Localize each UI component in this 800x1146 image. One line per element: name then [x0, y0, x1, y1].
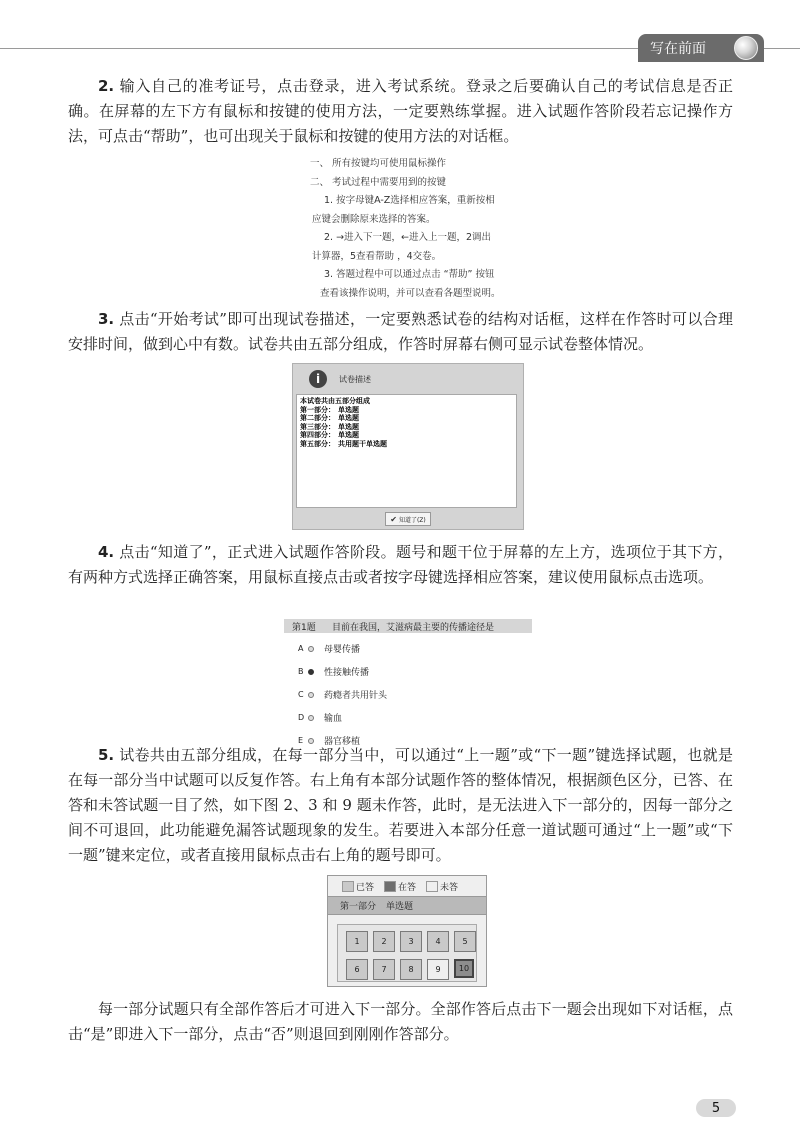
part-type: 单选题 [338, 414, 359, 422]
step-2-paragraph [68, 74, 733, 149]
step-5-paragraph [68, 743, 733, 868]
radio-button[interactable] [308, 715, 314, 721]
radio-button[interactable] [308, 646, 314, 652]
step-number: 5. [98, 746, 115, 764]
part-row [300, 414, 513, 423]
step-text: 试卷共由五部分组成，在每一部分当中，可以通过“上一题”或“下一题”键选择试题，也就是在每一部分当中试题可以反复作答。右上角有本部分试题作答的整体情况，根据颜色区分，已答、在答和未答试题一目了然，如下图 2、3 和 9 题未作答，此时，是无法进入下一部分的，因每一部分之间不可退回，此功能避免漏答试题现象的发生。若要进入本部分任意一道试题可通过“上一题”或“下一题”键来定位，或者直接用鼠标点击右上角的题号即可。 [68, 746, 733, 864]
section-tab-label: 写在前面 [650, 41, 706, 57]
legend-label: 在答 [398, 882, 417, 893]
instruction-line: 2. →进入下一题，←进入上一题，2调出 [324, 232, 492, 243]
section-name: 第一部分 [340, 902, 377, 912]
question-stem: 目前在我国，艾滋病最主要的传播途径是 [332, 622, 495, 633]
option-text: 母婴传播 [324, 645, 361, 655]
part-name: 第二部分： [300, 414, 335, 422]
option-c[interactable] [284, 683, 532, 706]
option-letter: E [298, 736, 304, 745]
status-legend [328, 876, 486, 896]
part-row [300, 440, 513, 449]
current-swatch [384, 881, 396, 892]
part-name: 第一部分： [300, 405, 335, 414]
globe-icon [734, 36, 758, 60]
option-letter: A [298, 644, 304, 653]
question-cell[interactable]: 6 [346, 959, 368, 980]
option-a[interactable] [284, 637, 532, 660]
dialog-content [296, 394, 517, 508]
question-cell[interactable]: 7 [373, 959, 395, 980]
step-4-paragraph [68, 540, 733, 590]
step-number: 2. [98, 77, 115, 95]
part-row [300, 406, 513, 415]
legend-label: 已答 [356, 882, 375, 893]
question-cell[interactable]: 8 [400, 959, 422, 980]
question-panel [284, 619, 532, 752]
exam-description-dialog [292, 363, 524, 530]
instruction-line: 1. 按字母键A-Z选择相应答案，重新按相 [324, 195, 495, 206]
question-cell[interactable]: 5 [454, 931, 476, 952]
info-icon: i [309, 370, 327, 388]
dialog-title-bar [309, 370, 371, 388]
legend-answered [342, 880, 374, 893]
option-text: 输血 [324, 714, 343, 724]
option-letter: D [298, 713, 305, 722]
step-text: 输入自己的准考证号，点击登录，进入考试系统。登录之后要确认自己的考试信息是否正确。在屏幕的左下方有鼠标和按键的使用方法，一定要熟练掌握。进入试题作答阶段若忘记操作方法，可点击“帮助”，也可出现关于鼠标和按键的使用方法的对话框。 [68, 77, 733, 145]
question-cell[interactable]: 2 [373, 931, 395, 952]
part-row [300, 431, 513, 440]
question-cell-unanswered[interactable]: 9 [427, 959, 449, 980]
option-b[interactable] [284, 660, 532, 683]
section-type: 单选题 [386, 902, 414, 912]
instruction-line: 二、 考试过程中需要用到的按键 [310, 176, 447, 188]
checkmark-icon: ✔ [390, 514, 397, 524]
question-cell-current[interactable]: 10 [454, 959, 474, 978]
instruction-line: 查看该操作说明，并可以查看各题型说明。 [320, 287, 501, 299]
answer-progress-panel [327, 875, 487, 987]
radio-button[interactable] [308, 692, 314, 698]
got-it-button[interactable] [385, 512, 431, 526]
unanswered-swatch [426, 881, 438, 892]
part-row [300, 423, 513, 432]
part-type: 共用题干单选题 [338, 439, 387, 448]
part-type: 单选题 [338, 405, 359, 414]
part-name: 第五部分： [300, 439, 335, 448]
part-type: 单选题 [338, 431, 359, 439]
step-text: 点击“知道了”，正式进入试题作答阶段。题号和题干位于屏幕的左上方，选项位于其下方，有两种方式选择正确答案，用鼠标直接点击或者按字母键选择相应答案，建议使用鼠标点击选项。 [68, 543, 733, 586]
instruction-line: 3. 答题过程中可以通过点击 “帮助” 按钮 [324, 269, 495, 280]
got-it-label: 知道了(Z) [398, 516, 426, 524]
step-number: 3. [98, 310, 115, 328]
legend-current [384, 880, 416, 893]
section-bar [328, 896, 486, 915]
option-text: 药瘾者共用针头 [324, 691, 388, 701]
step-3-paragraph [68, 307, 733, 357]
part-name: 第四部分： [300, 431, 335, 439]
dialog-summary: 本试卷共由五部分组成 [300, 397, 370, 405]
key-instructions [300, 155, 520, 303]
legend-unanswered [426, 880, 458, 893]
legend-label: 未答 [440, 882, 459, 893]
step-number: 4. [98, 543, 115, 561]
final-paragraph: 每一部分试题只有全部作答后才可进入下一部分。全部作答后点击下一题会出现如下对话框，点击“是”即进入下一部分，点击“否”则退回到刚刚作答部分。 [68, 1000, 733, 1043]
answered-swatch [342, 881, 354, 892]
question-header [284, 619, 532, 633]
page-number: 5 [696, 1099, 736, 1117]
question-number: 第1题 [292, 622, 316, 633]
step-text: 点击“开始考试”即可出现试卷描述，一定要熟悉试卷的结构对话框，这样在作答时可以合理安排时间，做到心中有数。试卷共由五部分组成，作答时屏幕右侧可显示试卷整体情况。 [68, 310, 733, 353]
option-text: 性接触传播 [324, 668, 370, 678]
dialog-title: 试卷描述 [339, 374, 371, 384]
instruction-line: 一、 所有按键均可使用鼠标操作 [310, 158, 447, 169]
question-cell[interactable]: 1 [346, 931, 368, 952]
part-name: 第三部分： [300, 422, 335, 431]
option-letter: B [298, 667, 304, 676]
instruction-line: 应键会删除原来选择的答案。 [312, 213, 436, 225]
question-grid [337, 924, 477, 982]
radio-button-selected[interactable] [308, 669, 314, 675]
option-text: 器官移植 [324, 737, 361, 747]
section-tab [638, 34, 764, 62]
option-letter: C [298, 690, 304, 699]
question-cell[interactable]: 3 [400, 931, 422, 952]
instruction-line: 计算器，5查看帮助 ，4交卷。 [312, 250, 442, 262]
question-cell[interactable]: 4 [427, 931, 449, 952]
part-type: 单选题 [338, 422, 359, 431]
option-d[interactable] [284, 706, 532, 729]
